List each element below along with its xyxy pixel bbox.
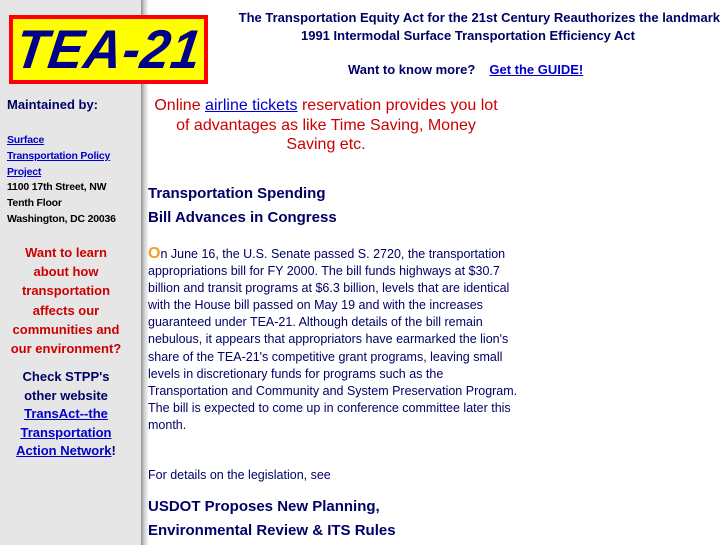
learn-line-5: communities and — [12, 321, 120, 337]
guide-link[interactable]: Get the GUIDE! — [489, 62, 584, 77]
learn-line-6: our environment? — [10, 341, 122, 357]
header-line-2: 1991 Intermodal Surface Transportation Efficiency Act — [300, 28, 635, 43]
transact-link[interactable] — [16, 406, 111, 458]
want-more-text: Want to know more? — [348, 62, 476, 77]
stpp-link-line-1: Surface — [7, 134, 45, 146]
learn-line-4: affects our — [32, 302, 100, 318]
transact-line-3: Action Network — [16, 443, 112, 458]
check-line-2: other website — [24, 387, 108, 403]
learn-line-1: Want to learn — [25, 245, 107, 260]
article1-heading — [148, 182, 337, 229]
article1-heading-line-1: Transportation Spending — [148, 185, 326, 202]
article1-heading-line-2: Bill Advances in Congress — [148, 208, 337, 226]
learn-line-3: transportation — [21, 283, 111, 299]
stpp-link-line-2: Transportation Policy — [7, 149, 111, 162]
stpp-link-line-3: Project — [7, 165, 42, 178]
details-text: For details on the legislation, see — [148, 468, 331, 482]
article1-text: n June 16, the U.S. Senate passed S. 2720, the transportation appropriations bill for FY 2000. The bill funds highways at $30.7 billion and transit programs at $6.3 billion, levels that are identical with the House bill passed on May 19 and with the increases guaranteed under TEA-21. Although details of the bill remain nebulous, it appears that appropriators have earmarked the lion's share of the TEA-21's competitive grant programs, leaving small levels in discretionary funds for programs such as the Transportation and Community and System Preservation Program. The bill is expected to come up in conference committee later this month. — [148, 247, 518, 432]
check-website — [4, 368, 128, 461]
want-more-row — [348, 62, 583, 77]
promo-prefix: Online — [154, 97, 206, 114]
article2-heading-line-1: USDOT Proposes New Planning, — [148, 498, 380, 515]
header-line-1: The Transportation Equity Act for the 21st Century Reauthorizes the landmark — [238, 10, 720, 25]
article1-body — [148, 245, 518, 434]
check-line-1: Check STPP's — [22, 369, 110, 384]
tea21-logo[interactable] — [9, 15, 208, 84]
promo-rest: reservation provides you lot of advantages as like Time Saving, Money Saving etc. — [176, 97, 498, 153]
stpp-link[interactable] — [7, 134, 110, 178]
transact-line-2: Transportation — [20, 424, 112, 440]
transact-line-1: TransAct--the — [24, 406, 108, 421]
dropcap: O — [148, 245, 161, 262]
learn-line-2: about how — [33, 264, 99, 280]
article2-heading — [148, 495, 396, 542]
address-line-3: Washington, DC 20036 — [7, 212, 116, 225]
airline-tickets-link[interactable]: airline tickets — [205, 97, 298, 114]
address-line-2: Tenth Floor — [7, 197, 62, 210]
logo-text: TEA-21 — [11, 19, 206, 80]
address-line-1: 1100 17th Street, NW — [7, 181, 107, 194]
article2-heading-line-2: Environmental Review & ITS Rules — [148, 521, 396, 539]
maintained-by-label: Maintained by: — [7, 97, 99, 112]
check-exclamation: ! — [111, 443, 116, 458]
address-block — [7, 133, 116, 228]
learn-promo — [4, 243, 128, 358]
promo-text — [150, 96, 502, 155]
